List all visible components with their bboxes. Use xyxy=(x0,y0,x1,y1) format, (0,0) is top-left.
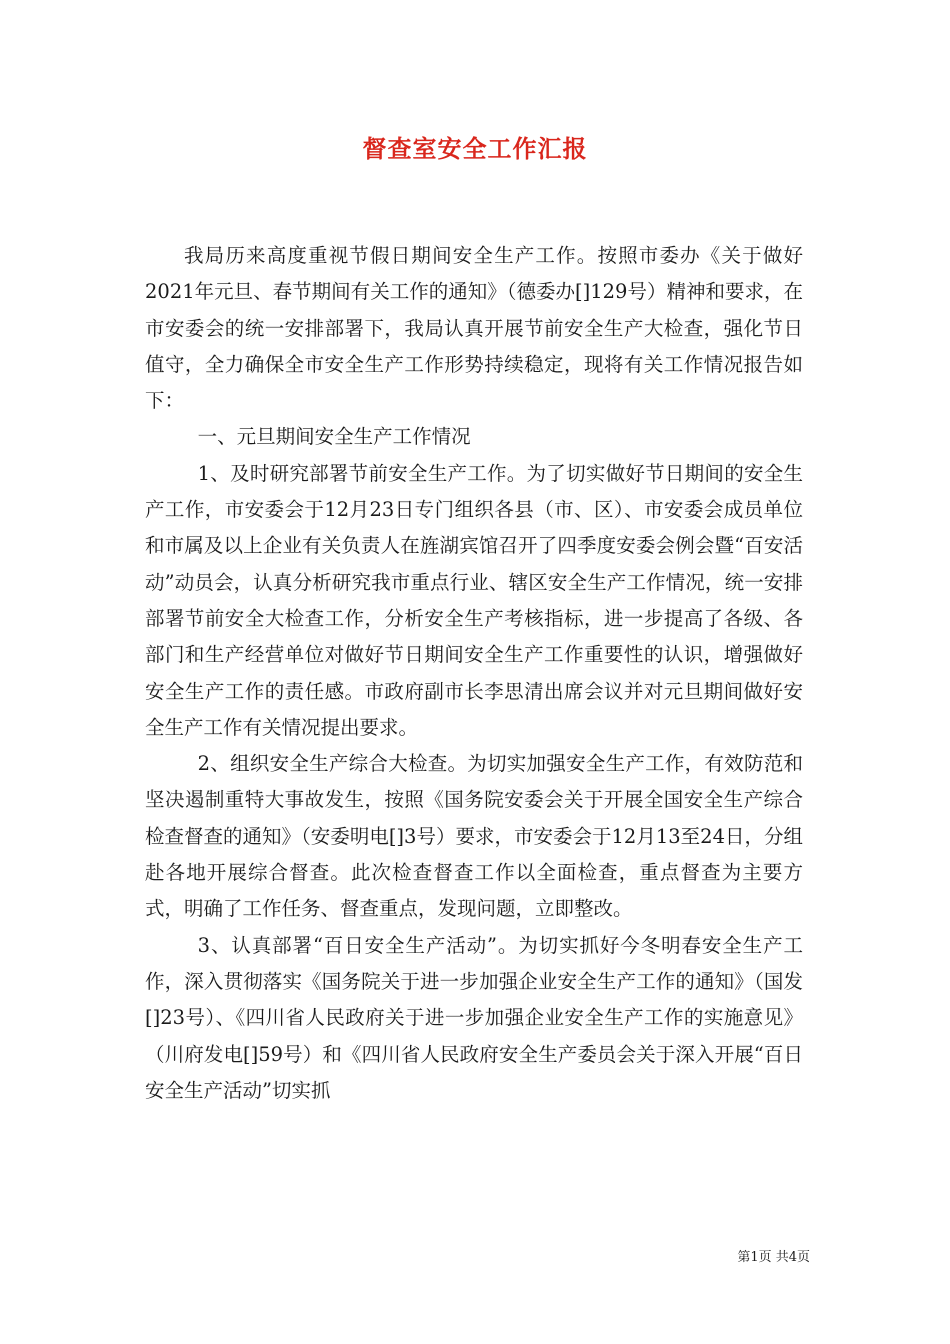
document-title: 督查室安全工作汇报 xyxy=(362,134,588,163)
item-paragraph-3: 3、认真部署“百日安全生产活动”。为切实抓好今冬明春安全生产工作，深入贯彻落实《国务院关于进一步加强企业安全生产工作的通知》（国发[]23号）、《四川省人民政府关于进一步加强企业安全生产工作的实施意见》（川府发电[]59号）和《四川省人民政府安全生产委员会关于深入开展“百日安全生产活动”切实抓 xyxy=(145,933,803,1102)
intro-paragraph: 我局历来高度重视节假日期间安全生产工作。按照市委办《关于做好2021年元旦、春节期间有关工作的通知》（德委办[]129号）精神和要求，在市安委会的统一安排部署下，我局认真开展节前安全生产大检查，强化节日值守，全力确保全市安全生产工作形势持续稳定，现将有关工作情况报告如下： xyxy=(145,244,803,413)
document-body xyxy=(145,238,803,1109)
item-paragraph-1: 1、及时研究部署节前安全生产工作。为了切实做好节日期间的安全生产工作，市安委会于12月23日专门组织各县（市、区）、市安委会成员单位和市属及以上企业有关负责人在旌湖宾馆召开了四季度安委会例会暨“百安活动”动员会，认真分析研究我市重点行业、辖区安全生产工作情况，统一安排部署节前安全大检查工作，分析安全生产考核指标，进一步提高了各级、各部门和生产经营单位对做好节日期间安全生产工作重要性的认识，增强做好安全生产工作的责任感。市政府副市长李思清出席会议并对元旦期间做好安全生产工作有关情况提出要求。 xyxy=(145,461,803,739)
page-number: 第1页 共4页 xyxy=(737,1250,810,1265)
section-heading: 一、元旦期间安全生产工作情况 xyxy=(197,425,471,449)
item-paragraph-2: 2、组织安全生产综合大检查。为切实加强安全生产工作，有效防范和坚决遏制重特大事故发生，按照《国务院安委会关于开展全国安全生产综合检查督查的通知》（安委明电[]3号）要求，市安委会于12月13至24日，分组赴各地开展综合督查。此次检查督查工作以全面检查，重点督查为主要方式，明确了工作任务、督查重点，发现问题，立即整改。 xyxy=(145,752,803,921)
